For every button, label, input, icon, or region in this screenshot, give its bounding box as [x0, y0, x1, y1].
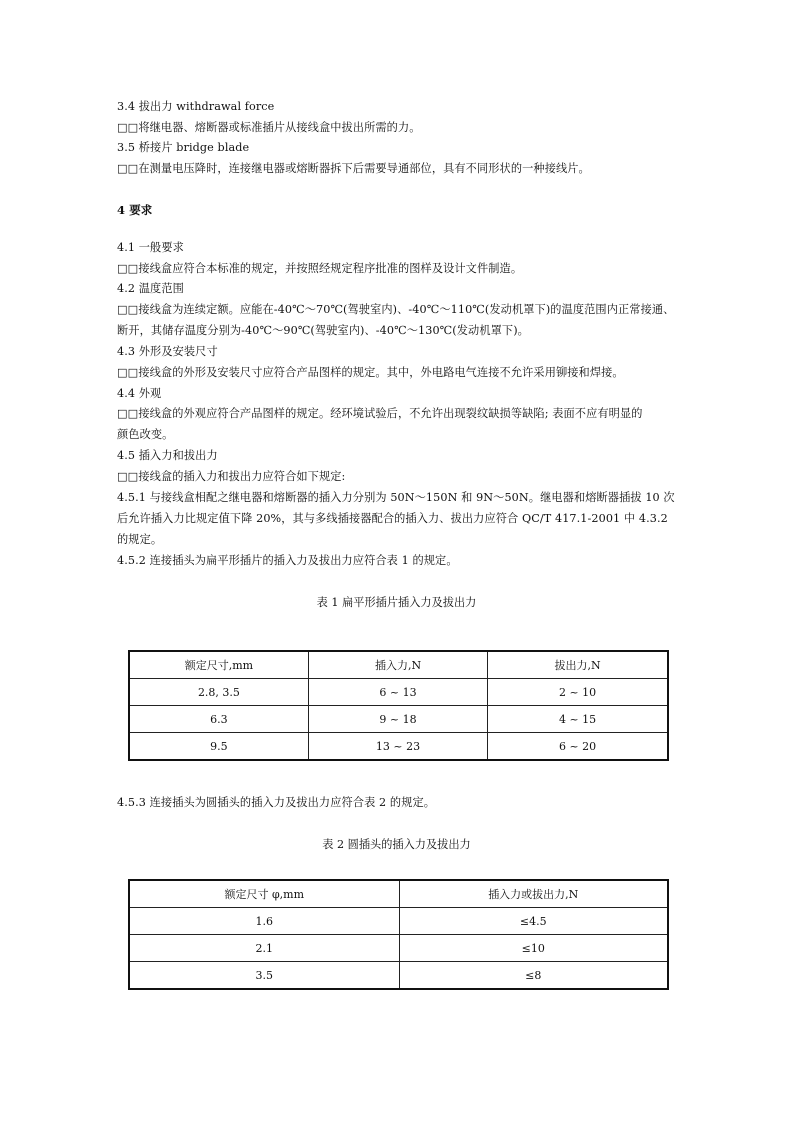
clause-4-4-text-2: 颜色改变。: [117, 428, 174, 441]
clause-3-4-text: □□将继电器、熔断器或标准插片从接线盒中拔出所需的力。: [117, 121, 421, 134]
clause-4-5-1-text-3: 的规定。: [117, 533, 163, 546]
table-row: [129, 935, 668, 962]
table1-cell: 2 ~ 10: [488, 679, 668, 706]
table2-cell: ≤8: [399, 962, 668, 990]
clause-3-4-heading: 3.4 拔出力 withdrawal force: [117, 100, 275, 113]
table1-header-cell: 拔出力,N: [488, 651, 668, 679]
table2-header-cell: 额定尺寸 φ,mm: [129, 880, 399, 908]
table2-cell: 1.6: [129, 908, 399, 935]
table-row: [129, 908, 668, 935]
clause-4-2-heading: 4.2 温度范围: [117, 282, 184, 295]
table2-cell: ≤10: [399, 935, 668, 962]
table1-cell: 9.5: [129, 733, 308, 761]
table1-header-cell: 插入力,N: [308, 651, 487, 679]
clause-3-5-text: □□在测量电压降时，连接继电器或熔断器拆下后需要导通部位，具有不同形状的一种接线片。: [117, 162, 590, 175]
table1-cell: 6 ~ 13: [308, 679, 487, 706]
clause-4-5-text: □□接线盒的插入力和拔出力应符合如下规定:: [117, 470, 346, 483]
table-row: [129, 706, 668, 733]
table2-cell: 3.5: [129, 962, 399, 990]
clause-4-1-text: □□接线盒应符合本标准的规定，并按照经规定程序批准的图样及设计文件制造。: [117, 262, 523, 275]
clause-4-5-1-text-2: 后允许插入力比规定值下降 20%，其与多线插接器配合的插入力、拔出力应符合 QC/T 417.1-2001 中 4.3.2: [117, 512, 668, 525]
section-4-heading: 4 要求: [117, 203, 153, 217]
clause-4-2-text-2: 断开，其储存温度分别为-40℃～90℃(驾驶室内)、-40℃～130℃(发动机罩下)。: [117, 324, 529, 337]
table1-cell: 9 ~ 18: [308, 706, 487, 733]
table1-cell: 4 ~ 15: [488, 706, 668, 733]
table1-cell: 13 ~ 23: [308, 733, 487, 761]
clause-4-2-text-1: □□接线盒为连续定额。应能在-40℃～70℃(驾驶室内)、-40℃～110℃(发动机罩下)的温度范围内正常接通、: [117, 303, 675, 316]
table1-caption: 表 1 扁平形插片插入力及拔出力: [316, 596, 477, 609]
clause-3-5-heading: 3.5 桥接片 bridge blade: [117, 141, 250, 154]
table1-cell: 6.3: [129, 706, 308, 733]
table1-header-cell: 额定尺寸,mm: [129, 651, 308, 679]
table1-cell: 2.8, 3.5: [129, 679, 308, 706]
clause-4-5-heading: 4.5 插入力和拔出力: [117, 449, 218, 462]
table2: [128, 879, 669, 990]
table2-cell: ≤4.5: [399, 908, 668, 935]
clause-4-5-3-text: 4.5.3 连接插头为圆插头的插入力及拔出力应符合表 2 的规定。: [117, 796, 436, 809]
table1-header-row: [129, 651, 668, 679]
table-row: [129, 733, 668, 761]
table-row: [129, 962, 668, 990]
clause-4-3-heading: 4.3 外形及安装尺寸: [117, 345, 218, 358]
clause-4-5-1-text-1: 4.5.1 与接线盒相配之继电器和熔断器的插入力分别为 50N～150N 和 9N～50N。继电器和熔断器插拔 10 次: [117, 491, 675, 504]
clause-4-3-text: □□接线盒的外形及安装尺寸应符合产品图样的规定。其中，外电路电气连接不允许采用铆接和焊接。: [117, 366, 624, 379]
table2-header-row: [129, 880, 668, 908]
table1: [128, 650, 669, 761]
clause-4-4-text-1: □□接线盒的外观应符合产品图样的规定。经环境试验后，不允许出现裂纹缺损等缺陷; 表面不应有明显的: [117, 407, 643, 420]
clause-4-1-heading: 4.1 一般要求: [117, 241, 184, 254]
table-row: [129, 679, 668, 706]
clause-4-4-heading: 4.4 外观: [117, 387, 162, 400]
table2-cell: 2.1: [129, 935, 399, 962]
table2-header-cell: 插入力或拔出力,N: [399, 880, 668, 908]
clause-4-5-2-text: 4.5.2 连接插头为扁平形插片的插入力及拔出力应符合表 1 的规定。: [117, 554, 458, 567]
table2-caption: 表 2 圆插头的插入力及拔出力: [322, 838, 471, 851]
table1-cell: 6 ~ 20: [488, 733, 668, 761]
